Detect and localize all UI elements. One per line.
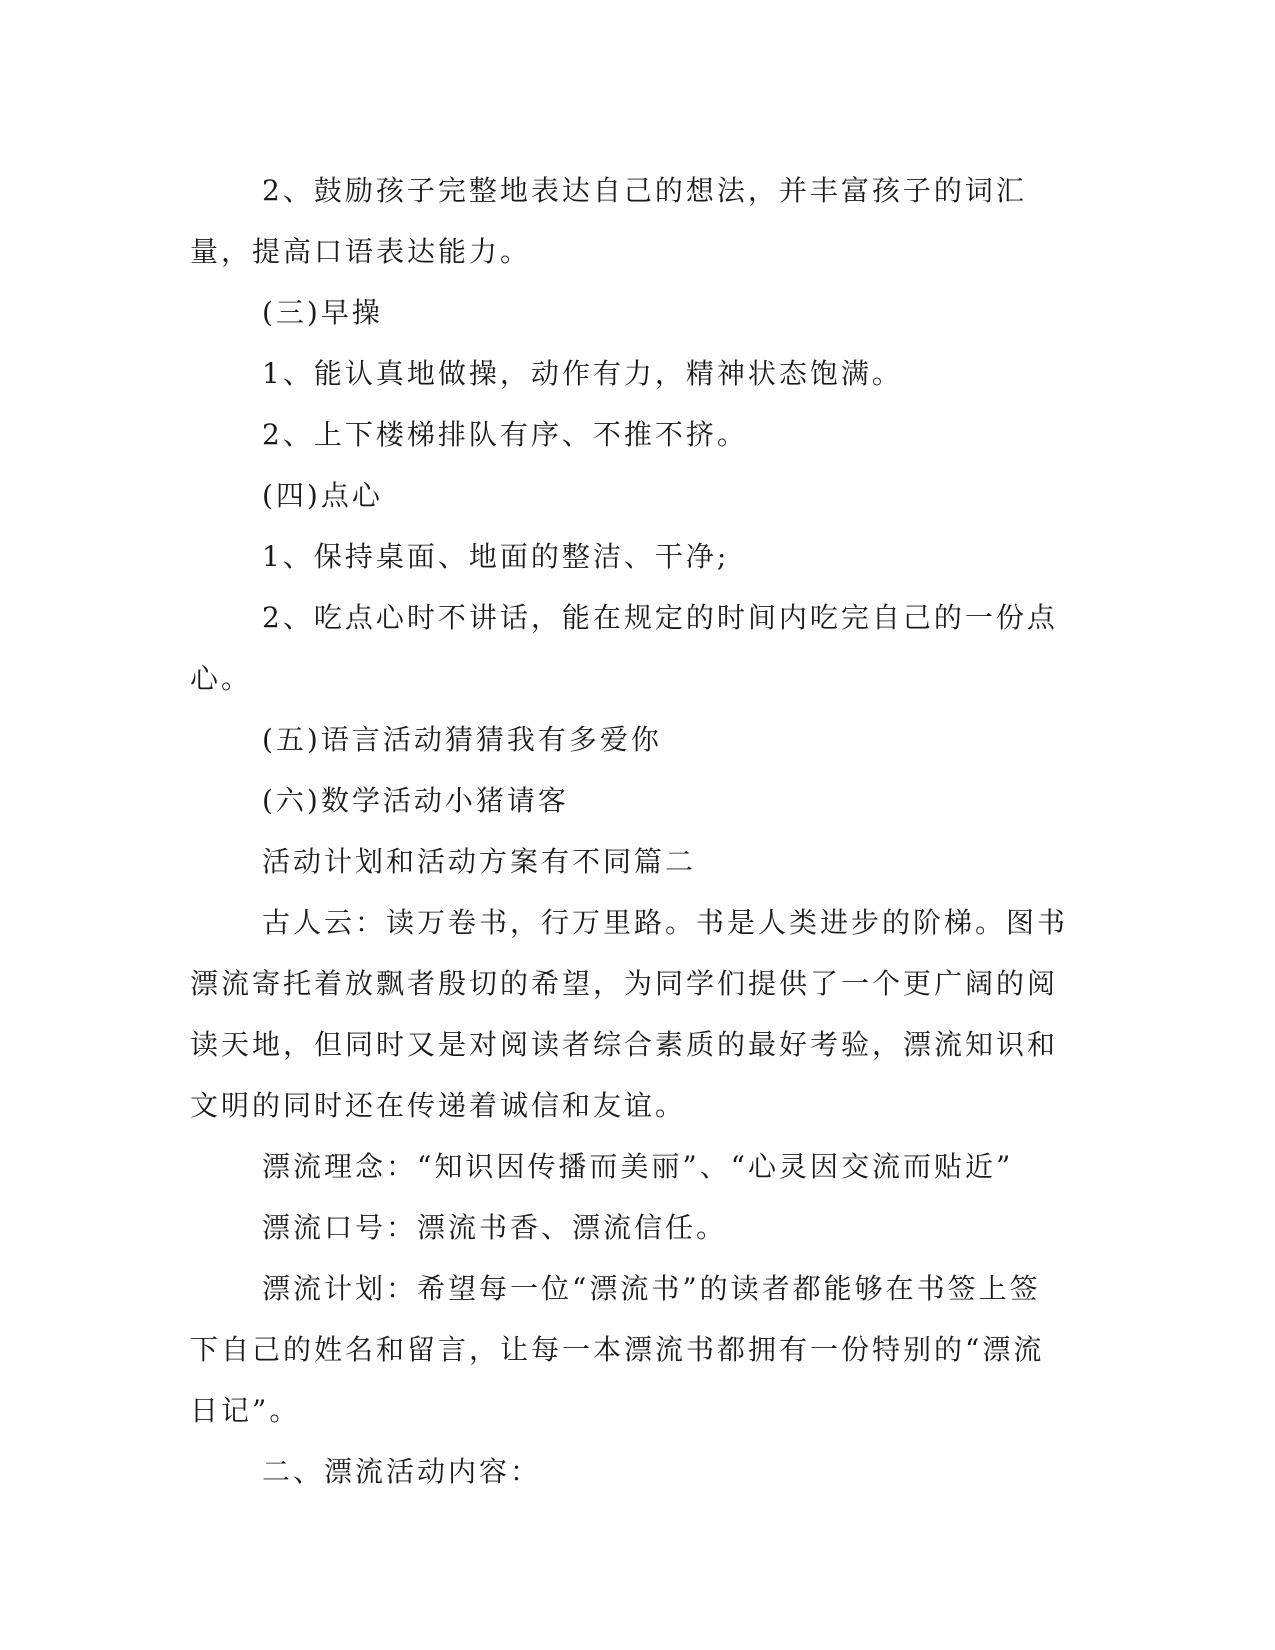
heading-language-activity: (五)语言活动猜猜我有多爱你 bbox=[262, 723, 662, 756]
paragraph-exercise-1: 1、能认真地做操，动作有力，精神状态饱满。 bbox=[262, 357, 903, 390]
paragraph-drift-concept: 漂流理念：“知识因传播而美丽”、“心灵因交流而贴近” bbox=[262, 1150, 1014, 1183]
paragraph-snack-1: 1、保持桌面、地面的整洁、干净; bbox=[262, 540, 730, 573]
document-body bbox=[190, 160, 1070, 1502]
paragraph-intro-reading: 古人云：读万卷书，行万里路。书是人类进步的阶梯。图书漂流寄托着放飘者殷切的希望，为同学们提供了一个更广阔的阅读天地，但同时又是对阅读者综合素质的最好考验，漂流知识和文明的同时还在传递着诚信和友谊。 bbox=[190, 906, 1069, 1122]
paragraph-exercise-2: 2、上下楼梯排队有序、不推不挤。 bbox=[262, 418, 748, 451]
paragraph-snack-2: 2、吃点心时不讲话，能在规定的时间内吃完自己的一份点心。 bbox=[190, 601, 1058, 695]
heading-drift-content: 二、漂流活动内容： bbox=[262, 1455, 542, 1488]
paragraph-goal-expression: 2、鼓励孩子完整地表达自己的想法，并丰富孩子的词汇量，提高口语表达能力。 bbox=[190, 174, 1027, 268]
heading-math-activity: (六)数学活动小猪请客 bbox=[262, 784, 569, 817]
heading-snack: (四)点心 bbox=[262, 479, 383, 512]
paragraph-drift-plan: 漂流计划：希望每一位“漂流书”的读者都能够在书签上签下自己的姓名和留言，让每一本漂流书都拥有一份特别的“漂流日记”。 bbox=[190, 1272, 1045, 1427]
paragraph-drift-slogan: 漂流口号：漂流书香、漂流信任。 bbox=[262, 1211, 728, 1244]
heading-morning-exercise: (三)早操 bbox=[262, 296, 383, 329]
section-title-part-two: 活动计划和活动方案有不同篇二 bbox=[262, 845, 697, 878]
